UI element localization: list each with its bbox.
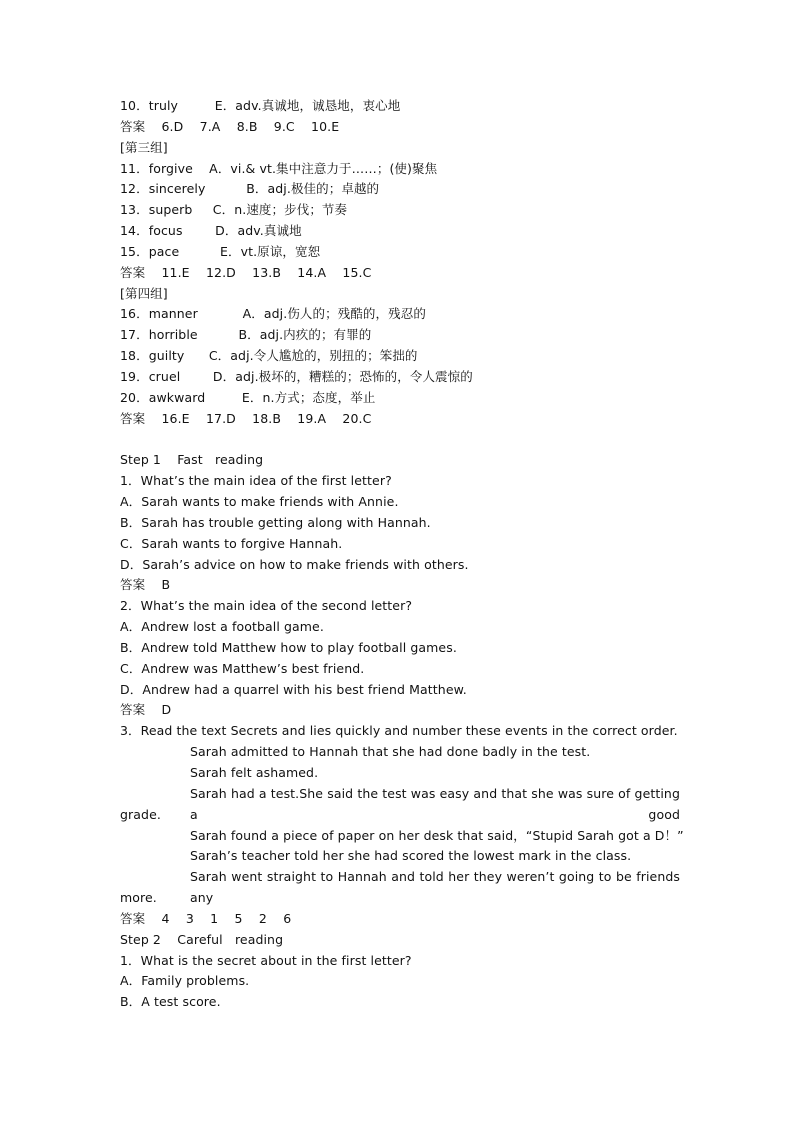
blank-line — [120, 430, 680, 451]
event-item-continuation: more. — [120, 890, 157, 906]
answer-key-group-4: 答案 16.E 17.D 18.B 19.A 20.C — [120, 410, 372, 426]
option-a: A．Family problems. — [120, 973, 250, 989]
step-2-heading: Step 2 Careful reading — [120, 931, 284, 947]
vocab-item-14: 14．focus D．adv.真诚地 — [120, 223, 302, 239]
event-item: Sarah felt ashamed. — [190, 765, 319, 780]
group-heading-4: [第四组] — [120, 285, 168, 301]
vocab-item-13: 13．superb C．n.速度；步伐；节奏 — [120, 202, 348, 218]
vocab-item-12: 12．sincerely B．adj.极佳的；卓越的 — [120, 181, 380, 197]
event-item: Sarah had a test.She said the test was easy and that she was sure of getting a good — [190, 785, 680, 822]
event-item: Sarah found a piece of paper on her desk that said，“Stupid Sarah got a D！” — [190, 827, 684, 843]
answer-q3: 答案 4 3 1 5 2 6 — [120, 910, 292, 926]
answer-key-group-2: 答案 6.D 7.A 8.B 9.C 10.E — [120, 118, 340, 134]
step-1-heading: Step 1 Fast reading — [120, 452, 264, 468]
answer-key-group-3: 答案 11.E 12.D 13.B 14.A 15.C — [120, 264, 372, 280]
event-item: Sarah went straight to Hannah and told her they weren’t going to be friends any — [190, 869, 680, 906]
vocab-item-16: 16．manner A．adj.伤人的；残酷的，残忍的 — [120, 306, 426, 322]
option-d: D．Andrew had a quarrel with his best friend Matthew. — [120, 681, 467, 697]
vocab-item-17: 17．horrible B．adj.内疚的；有罪的 — [120, 327, 372, 343]
event-item: Sarah’s teacher told her she had scored the lowest mark in the class. — [190, 848, 632, 864]
option-b: B．Andrew told Matthew how to play football games. — [120, 639, 457, 655]
question-1: 1．What is the secret about in the first letter? — [120, 952, 412, 968]
question-3: 3．Read the text Secrets and lies quickly and number these events in the correct order. — [120, 723, 678, 739]
option-b: B．A test score. — [120, 994, 221, 1010]
question-1: 1．What’s the main idea of the first letter? — [120, 473, 392, 489]
option-d: D．Sarah’s advice on how to make friends with others. — [120, 556, 469, 572]
option-b: B．Sarah has trouble getting along with Hannah. — [120, 514, 431, 530]
option-c: C．Sarah wants to forgive Hannah. — [120, 535, 343, 551]
answer-q2: 答案 D — [120, 702, 172, 718]
vocab-item-10: 10．truly E．adv.真诚地，诚恳地，衷心地 — [120, 98, 401, 113]
answer-q1: 答案 B — [120, 577, 171, 593]
option-a: A．Andrew lost a football game. — [120, 619, 324, 635]
vocab-item-11: 11．forgive A．vi.& vt.集中注意力于……；(使)聚焦 — [120, 160, 438, 176]
vocab-item-18: 18．guilty C．adj.令人尴尬的，别扭的；笨拙的 — [120, 348, 418, 364]
document-body — [120, 96, 684, 1013]
vocab-item-15: 15．pace E．vt.原谅，宽恕 — [120, 243, 321, 259]
option-c: C．Andrew was Matthew’s best friend. — [120, 660, 365, 676]
question-2: 2．What’s the main idea of the second letter? — [120, 598, 413, 614]
event-item-continuation: grade. — [120, 806, 161, 822]
vocab-item-20: 20．awkward E．n.方式；态度，举止 — [120, 389, 376, 405]
vocab-item-19: 19．cruel D．adj.极坏的，糟糕的；恐怖的，令人震惊的 — [120, 368, 473, 384]
event-item: Sarah admitted to Hannah that she had done badly in the test. — [190, 744, 591, 760]
option-a: A．Sarah wants to make friends with Annie. — [120, 494, 399, 510]
group-heading-3: [第三组] — [120, 139, 168, 155]
